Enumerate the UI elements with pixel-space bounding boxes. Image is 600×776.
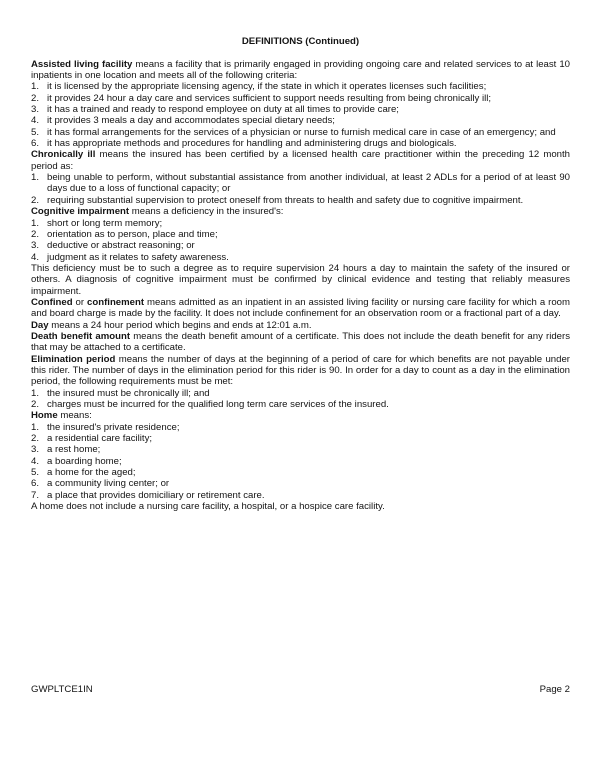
list-item-number: 5. bbox=[31, 467, 40, 479]
list-item bbox=[31, 252, 570, 263]
list-item bbox=[31, 467, 570, 478]
list-item bbox=[31, 218, 570, 229]
page-footer bbox=[31, 684, 570, 695]
list-item bbox=[31, 229, 570, 240]
list-item-text: it has a trained and ready to respond employee on duty at all times to provide care; bbox=[47, 104, 399, 116]
defined-term: Assisted living facility bbox=[31, 58, 133, 70]
definition-para-home bbox=[31, 410, 570, 421]
definition-text: means the death benefit amount of a certificate. This does not include the death benefit for any riders that may be attached to a certificate. bbox=[31, 330, 570, 354]
defined-term: Chronically ill bbox=[31, 149, 96, 161]
list-item-text: deductive or abstract reasoning; or bbox=[47, 240, 195, 252]
list-item bbox=[31, 195, 570, 206]
list-item bbox=[31, 172, 570, 195]
list-item-text: the insured must be chronically ill; and bbox=[47, 387, 210, 399]
list-item bbox=[31, 127, 570, 138]
document-content bbox=[31, 36, 570, 512]
numbered-list-assisted-living-criteria bbox=[31, 81, 570, 149]
list-item-text: a place that provides domiciliary or retirement care. bbox=[47, 489, 265, 501]
defined-term: Cognitive impairment bbox=[31, 206, 130, 218]
list-item bbox=[31, 478, 570, 489]
list-item-number: 1. bbox=[31, 421, 40, 433]
document-title: DEFINITIONS (Continued) bbox=[241, 36, 360, 47]
list-item bbox=[31, 138, 570, 149]
list-item bbox=[31, 444, 570, 455]
list-item bbox=[31, 93, 570, 104]
defined-term: Day bbox=[31, 319, 49, 331]
list-item-text: the insured's private residence; bbox=[47, 421, 180, 433]
list-item-text: a community living center; or bbox=[47, 478, 170, 490]
list-item-number: 7. bbox=[31, 489, 40, 501]
list-item bbox=[31, 81, 570, 92]
list-item-number: 4. bbox=[31, 251, 40, 263]
numbered-list-home-types bbox=[31, 422, 570, 501]
definition-para-death-benefit-amount bbox=[31, 331, 570, 354]
list-item bbox=[31, 399, 570, 410]
list-item-number: 2. bbox=[31, 194, 40, 206]
numbered-list-cognitive-impairment bbox=[31, 218, 570, 263]
list-item-text: judgment as it relates to safety awareness. bbox=[47, 251, 229, 263]
paragraph-text: A home does not include a nursing care facility, a hospital, or a hospice care facility. bbox=[31, 501, 385, 513]
list-item bbox=[31, 490, 570, 501]
list-item-number: 3. bbox=[31, 104, 40, 116]
paragraph-home-exclusions bbox=[31, 501, 570, 512]
definition-text: means a 24 hour period which begins and ends at 12:01 a.m. bbox=[48, 319, 312, 331]
list-item-text: short or long term memory; bbox=[47, 217, 163, 229]
definition-text: means the insured has been certified by a licensed health care practitioner within the preceding 12 month period as: bbox=[31, 149, 570, 172]
list-item-text: charges must be incurred for the qualified long term care services of the insured. bbox=[47, 399, 389, 410]
list-item-text: it provides 3 meals a day and accommodates special dietary needs; bbox=[47, 115, 335, 127]
definition-para-day bbox=[31, 320, 570, 331]
list-item-text: a home for the aged; bbox=[47, 467, 136, 479]
list-item bbox=[31, 388, 570, 399]
list-item bbox=[31, 115, 570, 126]
defined-term: Elimination period bbox=[31, 353, 116, 365]
list-item-text: orientation as to person, place and time; bbox=[47, 228, 218, 240]
paragraph-text: This deficiency must be to such a degree as to require supervision 24 hours a day to maintain the safety of the insured or others. A diagnosis of cognitive impairment must be confirmed by clinical evidence and testing that reliably measures impairment. bbox=[31, 262, 570, 297]
definition-text: means a facility that is primarily engaged in providing ongoing care and related services to at least 10 inpatients in one location and meets all of the following criteria: bbox=[31, 58, 570, 82]
list-item-text: a residential care facility; bbox=[47, 433, 153, 445]
list-item-number: 3. bbox=[31, 240, 40, 252]
list-item-number: 2. bbox=[31, 399, 40, 410]
paragraph-deficiency-degree bbox=[31, 263, 570, 297]
list-item-text: it provides 24 hour a day care and services sufficient to support needs resulting from being chronically ill; bbox=[47, 92, 492, 104]
definition-para-elimination-period bbox=[31, 354, 570, 388]
list-item-number: 3. bbox=[31, 444, 40, 456]
list-item-text: requiring substantial supervision to protect oneself from threats to health and safety due to cognitive impairment. bbox=[47, 194, 524, 206]
list-item-number: 1. bbox=[31, 81, 40, 93]
list-item bbox=[31, 422, 570, 433]
list-item bbox=[31, 104, 570, 115]
list-item-number: 2. bbox=[31, 92, 40, 104]
list-item bbox=[31, 433, 570, 444]
defined-term: Death benefit amount bbox=[31, 330, 131, 342]
list-item-number: 5. bbox=[31, 126, 40, 138]
definition-text: means: bbox=[57, 410, 92, 422]
list-item-text: it has appropriate methods and procedures for handling and administering drugs and biologicals. bbox=[47, 138, 457, 150]
list-item-text: being unable to perform, without substantial assistance from another individual, at least 2 ADLs for a period of at least 90 days due to a loss of functional capacity; or bbox=[47, 172, 570, 195]
list-item-number: 1. bbox=[31, 387, 40, 399]
defined-term: confinement bbox=[87, 296, 145, 308]
numbered-list-chronically-ill-criteria bbox=[31, 172, 570, 206]
list-item-number: 4. bbox=[31, 115, 40, 127]
definition-text: or bbox=[72, 296, 88, 308]
page-number: Page 2 bbox=[539, 684, 570, 695]
list-item-number: 1. bbox=[31, 217, 40, 229]
defined-term: Confined bbox=[31, 296, 73, 308]
list-item-text: a rest home; bbox=[47, 444, 101, 456]
definition-text: means the number of days at the beginning of a period of care for which benefits are not payable under this rider. The number of days in the elimination period for this rider is 90. In order for a day to count as a day in the elimination period, the following requirements must be met: bbox=[31, 353, 570, 388]
definition-para-chronically-ill bbox=[31, 149, 570, 172]
list-item-number: 2. bbox=[31, 433, 40, 445]
list-item-number: 6. bbox=[31, 478, 40, 490]
list-item-text: it is licensed by the appropriate licensing agency, if the state in which it operates licenses such facilities; bbox=[47, 81, 487, 93]
list-item-number: 6. bbox=[31, 138, 40, 150]
numbered-list-elimination-period-requirements bbox=[31, 388, 570, 411]
list-item-text: a boarding home; bbox=[47, 455, 122, 467]
form-number: GWPLTCE1IN bbox=[31, 684, 93, 695]
defined-term: Home bbox=[31, 410, 58, 422]
list-item bbox=[31, 456, 570, 467]
list-item bbox=[31, 240, 570, 251]
definition-para-cognitive-impairment bbox=[31, 206, 570, 217]
list-item-number: 2. bbox=[31, 228, 40, 240]
list-item-number: 1. bbox=[31, 172, 40, 184]
list-item-text: it has formal arrangements for the services of a physician or nurse to furnish medical care in case of an emergency; and bbox=[47, 126, 556, 138]
definition-para-confined bbox=[31, 297, 570, 320]
definition-text: means admitted as an inpatient in an assisted living facility or nursing care facility for which a room and board charge is made by the facility. It does not include confinement for an observation room or a fractional part of a day. bbox=[31, 296, 570, 320]
list-item-number: 4. bbox=[31, 455, 40, 467]
definition-para-assisted-living-facility bbox=[31, 59, 570, 82]
definition-text: means a deficiency in the insured's: bbox=[129, 206, 284, 218]
